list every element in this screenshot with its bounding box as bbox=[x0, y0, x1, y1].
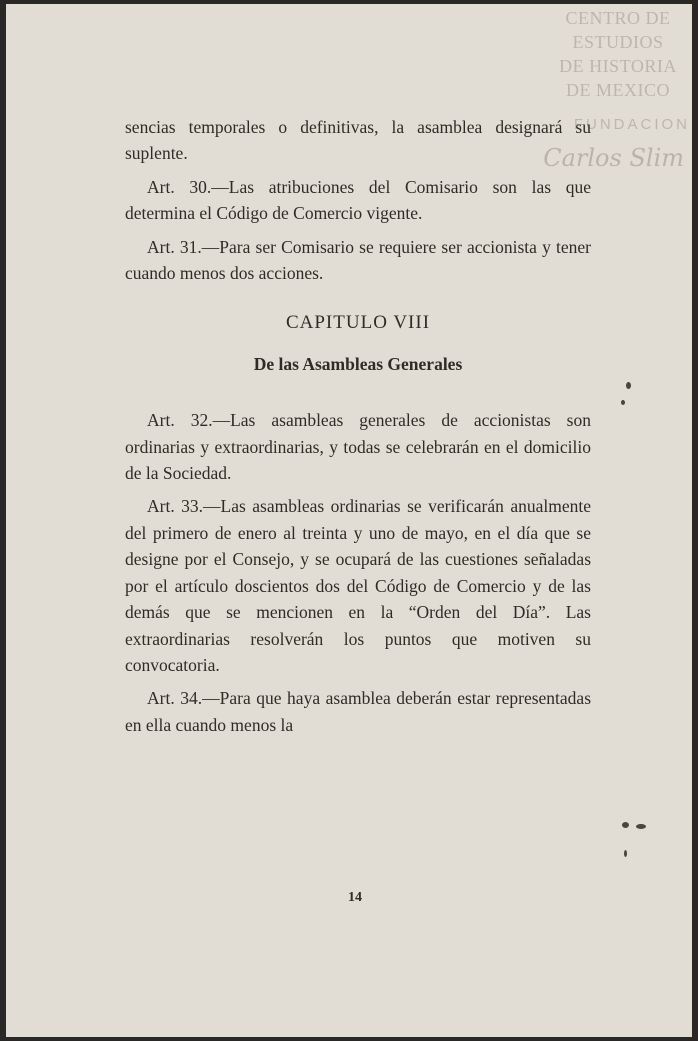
chapter-title: CAPITULO VIII bbox=[285, 312, 431, 334]
stamp-line-3: DE HISTORIA bbox=[559, 56, 677, 76]
ink-speck bbox=[636, 824, 646, 829]
ink-speck bbox=[624, 850, 627, 857]
ink-speck bbox=[626, 382, 631, 389]
article-34: Art. 34.—Para que haya asamblea deberán estar representadas en ella cuando menos la bbox=[125, 688, 591, 735]
article-33: Art. 33.—Las asambleas ordinarias se verificarán anualmente del primero de enero al treinta y uno de mayo, en el día que se designe por el Consejo, y se ocupará de las cuestiones señaladas por el artículo doscientos dos del Código de Comercio y de las demás que se mencionen en la “Orden del Día”. Las extraordinarias resolverán los puntos que motiven su convocatoria. bbox=[125, 496, 591, 675]
stamp-fundacion: FUNDACION bbox=[573, 116, 690, 133]
stamp-line-4: DE MEXICO bbox=[566, 80, 670, 100]
stamp-line-1: CENTRO DE bbox=[565, 8, 671, 28]
paragraph-continuation: sencias temporales o definitivas, la asamblea designará su suplente. bbox=[125, 117, 591, 164]
body-text bbox=[125, 114, 591, 745]
ink-speck bbox=[622, 822, 629, 828]
page-number: 14 bbox=[348, 890, 362, 905]
article-32: Art. 32.—Las asambleas generales de accionistas son ordinarias y extraordinarias, y todas se celebrarán en el domicilio de la Sociedad. bbox=[125, 410, 591, 484]
article-31: Art. 31.—Para ser Comisario se requiere ser accionista y tener cuando menos dos acciones. bbox=[125, 236, 591, 284]
article-30: Art. 30.—Las atribuciones del Comisario son las que determina el Código de Comercio vigente. bbox=[125, 176, 591, 224]
chapter-subtitle: De las Asambleas Generales bbox=[253, 353, 463, 374]
archive-stamp bbox=[548, 6, 688, 102]
ink-speck bbox=[621, 400, 625, 405]
stamp-line-2: ESTUDIOS bbox=[572, 32, 664, 52]
stamp-signature: Carlos Slim bbox=[543, 144, 684, 172]
document-page bbox=[6, 4, 692, 1037]
